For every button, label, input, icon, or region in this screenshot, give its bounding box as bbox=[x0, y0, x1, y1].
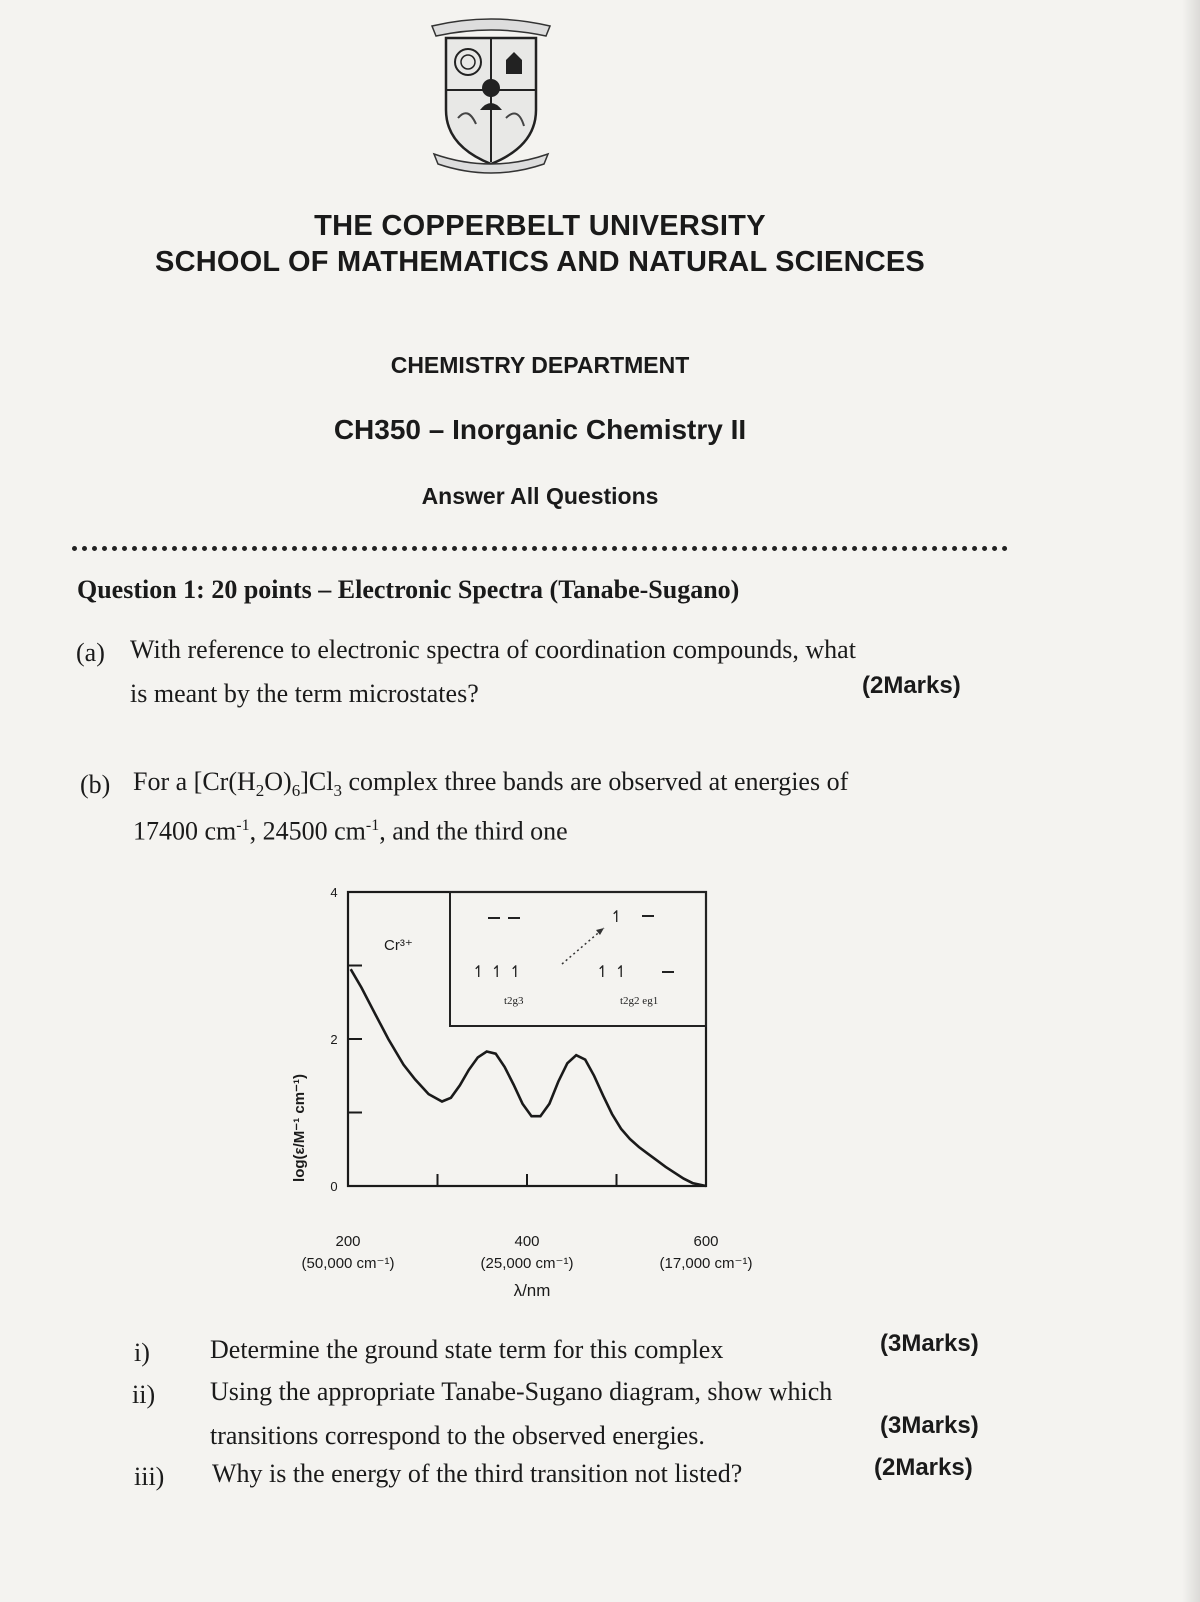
subq-ii-number: ii) bbox=[132, 1380, 156, 1409]
y-tick-label: 4 bbox=[330, 885, 338, 900]
inset-box bbox=[450, 892, 706, 1026]
svg-text:↿: ↿ bbox=[610, 907, 624, 926]
y-tick-label: 2 bbox=[330, 1032, 338, 1047]
subq-ii-line2: transitions correspond to the observed energies. bbox=[210, 1421, 705, 1450]
electron-configuration-inset bbox=[450, 892, 706, 1026]
part-b-label: (b) bbox=[80, 770, 111, 799]
svg-text:↿ ↿: ↿ ↿ bbox=[596, 962, 628, 981]
subq-i-marks: (3Marks) bbox=[880, 1330, 979, 1357]
part-a-label: (a) bbox=[76, 638, 105, 667]
university-name: THE COPPERBELT UNIVERSITY bbox=[314, 210, 766, 242]
school-name: SCHOOL OF MATHEMATICS AND NATURAL SCIENCES bbox=[155, 246, 925, 278]
x-tick-sublabel: (50,000 cm⁻¹) bbox=[301, 1255, 395, 1272]
subq-i-number: i) bbox=[134, 1338, 150, 1367]
x-tick-label: 600 bbox=[693, 1233, 719, 1250]
svg-text:↿ ↿ ↿: ↿ ↿ ↿ bbox=[472, 962, 523, 981]
subq-ii-line1: Using the appropriate Tanabe-Sugano diagram, show which bbox=[210, 1377, 833, 1406]
x-tick-label: 400 bbox=[514, 1233, 540, 1250]
ion-annotation: Cr³⁺ bbox=[384, 937, 413, 954]
subq-iii-marks: (2Marks) bbox=[874, 1454, 973, 1481]
part-a-line2: is meant by the term microstates? bbox=[130, 679, 479, 708]
y-tick-label: 0 bbox=[330, 1179, 338, 1194]
part-b-line1: For a $[Cr(H_2O)_6]Cl_3$ complex three bands are observed at energies of bbox=[133, 767, 849, 801]
subq-i-line1: Determine the ground state term for this complex bbox=[210, 1335, 724, 1364]
x-tick-sublabel: (25,000 cm⁻¹) bbox=[480, 1255, 574, 1272]
x-tick-sublabel: (17,000 cm⁻¹) bbox=[659, 1255, 753, 1272]
university-crest-logo bbox=[428, 14, 554, 174]
instruction-text: Answer All Questions bbox=[421, 483, 659, 509]
inset-right-config: t2g2 eg1 bbox=[620, 995, 659, 1007]
subq-ii-marks: (3Marks) bbox=[880, 1412, 979, 1439]
inset-left-config: t2g3 bbox=[504, 995, 524, 1007]
subq-iii-number: iii) bbox=[134, 1462, 165, 1491]
page-edge-shadow bbox=[1182, 0, 1200, 1602]
part-b-line2: 17400 $cm^{-1}$, 24500 $cm^{-1}$, and the third one bbox=[133, 816, 568, 846]
question-title: Question 1: 20 points – Electronic Spectra (Tanabe-Sugano) bbox=[77, 575, 740, 604]
chart-xlabel: λ/nm bbox=[513, 1281, 551, 1300]
chart-ylabel: log(ε/M⁻¹ cm⁻¹) bbox=[291, 1074, 308, 1182]
part-a-marks: (2Marks) bbox=[862, 672, 961, 699]
department-name: CHEMISTRY DEPARTMENT bbox=[390, 352, 690, 378]
course-title: CH350 – Inorganic Chemistry II bbox=[333, 414, 747, 445]
x-tick-label: 200 bbox=[335, 1233, 361, 1250]
dotted-divider bbox=[72, 546, 1008, 551]
absorption-spectrum-chart bbox=[284, 880, 804, 1330]
subq-iii-line1: Why is the energy of the third transition not listed? bbox=[212, 1459, 743, 1488]
part-a-line1: With reference to electronic spectra of coordination compounds, what bbox=[130, 635, 856, 664]
